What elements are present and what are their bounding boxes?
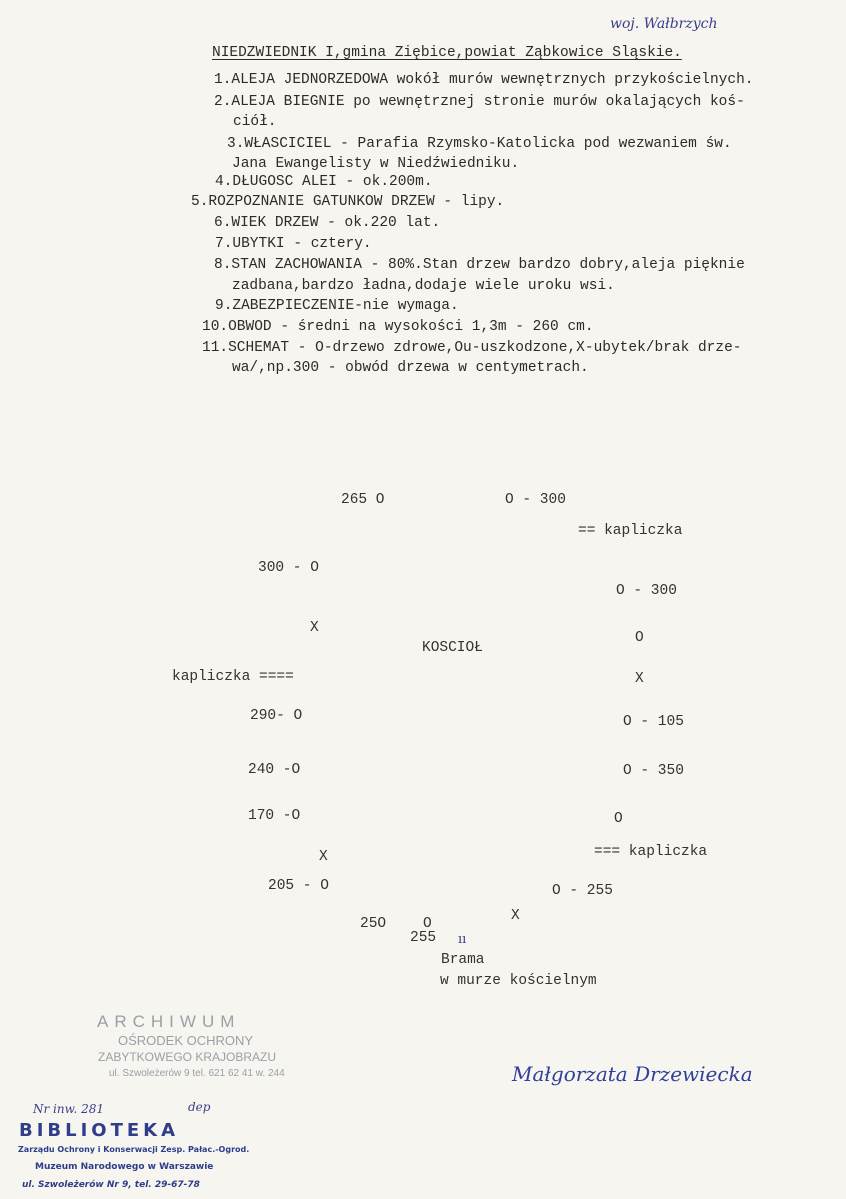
item-4: 4.DŁUGOSC ALEI - ok.200m. bbox=[215, 174, 433, 190]
region-handwritten-note: woj. Wałbrzych bbox=[610, 16, 718, 32]
tree-label: O bbox=[423, 916, 432, 932]
item-9: 9.ZABEZPIECZENIE-nie wymaga. bbox=[215, 298, 459, 314]
tree-label: O - 300 bbox=[505, 492, 566, 508]
library-stamp-line: ul. Szwoleżerów Nr 9, tel. 29-67-78 bbox=[22, 1180, 200, 1190]
item-8-cont: zadbana,bardzo ładna,dodaje wiele uroku wsi. bbox=[232, 278, 615, 294]
library-stamp-line: Zarządu Ochrony i Konserwacji Zesp. Pałac.-Ogrod. bbox=[18, 1145, 250, 1154]
signature: Małgorzata Drzewiecka bbox=[512, 1062, 753, 1086]
library-stamp-title: BIBLIOTEKA bbox=[19, 1120, 180, 1141]
item-11: 11.SCHEMAT - O-drzewo zdrowe,Ou-uszkodzone,X-ubytek/brak drze- bbox=[202, 340, 742, 356]
tree-label: 290- O bbox=[250, 708, 303, 724]
archive-stamp-line: OŚRODEK OCHRONY bbox=[118, 1033, 254, 1048]
document-heading: NIEDZWIEDNIK I,gmina Ziębice,powiat Ząbkowice Sląskie. bbox=[212, 45, 682, 61]
tree-label: O - 350 bbox=[623, 763, 684, 779]
item-11-cont: wa/,np.300 - obwód drzewa w centymetrach. bbox=[232, 360, 589, 376]
inventory-number: Nr inw. 281 bbox=[33, 1102, 104, 1116]
library-stamp-line: Muzeum Narodowego w Warszawie bbox=[35, 1162, 214, 1172]
tree-label: 205 - O bbox=[268, 878, 329, 894]
tree-label: O - 255 bbox=[552, 883, 613, 899]
item-2-cont: ciół. bbox=[233, 114, 277, 130]
item-2: 2.ALEJA BIEGNIE po wewnętrznej stronie murów okalających koś- bbox=[214, 94, 745, 110]
tree-label: O - 300 bbox=[616, 583, 677, 599]
tree-label: 25O bbox=[360, 916, 387, 932]
missing-tree-mark: X bbox=[511, 908, 520, 924]
tree-label: O bbox=[614, 811, 623, 827]
item-7: 7.UBYTKI - cztery. bbox=[215, 236, 372, 252]
item-10: 10.OBWOD - średni na wysokości 1,3m - 260 cm. bbox=[202, 319, 594, 335]
item-3-cont: Jana Ewangelisty w Niedźwiedniku. bbox=[232, 156, 520, 172]
chapel-label: == kapliczka bbox=[578, 523, 683, 539]
missing-tree-mark: X bbox=[319, 849, 328, 865]
tree-label: 170 -O bbox=[248, 808, 301, 824]
missing-tree-mark: X bbox=[635, 671, 644, 687]
tree-label: O - 105 bbox=[623, 714, 684, 730]
gate-label: w murze kościelnym bbox=[440, 973, 597, 989]
item-3: 3.WŁASCICIEL - Parafia Rzymsko-Katolicka pod wezwaniem św. bbox=[227, 136, 732, 152]
chapel-label: kapliczka ==== bbox=[172, 669, 294, 685]
tree-label: 265 O bbox=[341, 492, 385, 508]
deposit-mark: dep bbox=[188, 1100, 211, 1114]
pen-mark: ıı bbox=[458, 932, 467, 947]
item-1: 1.ALEJA JEDNORZEDOWA wokół murów wewnętrznych przykościelnych. bbox=[214, 72, 754, 88]
tree-label: 240 -O bbox=[248, 762, 301, 778]
chapel-label: === kapliczka bbox=[594, 844, 708, 860]
archive-stamp-line: ZABYTKOWEGO KRAJOBRAZU bbox=[98, 1050, 277, 1064]
item-5: 5.ROZPOZNANIE GATUNKOW DRZEW - lipy. bbox=[191, 194, 505, 210]
missing-tree-mark: X bbox=[310, 620, 319, 636]
archive-stamp-line: ul. Szwoleżerów 9 tel. 621 62 41 w. 244 bbox=[109, 1068, 285, 1079]
tree-label: 255 bbox=[410, 930, 437, 946]
item-8: 8.STAN ZACHOWANIA - 80%.Stan drzew bardzo dobry,aleja pięknie bbox=[214, 257, 745, 273]
gate-label: Brama bbox=[441, 952, 485, 968]
archive-stamp-title: ARCHIWUM bbox=[97, 1012, 241, 1031]
tree-label: O bbox=[635, 630, 644, 646]
item-6: 6.WIEK DRZEW - ok.220 lat. bbox=[214, 215, 441, 231]
church-label: KOSCIOŁ bbox=[422, 640, 483, 656]
tree-label: 300 - O bbox=[258, 560, 319, 576]
